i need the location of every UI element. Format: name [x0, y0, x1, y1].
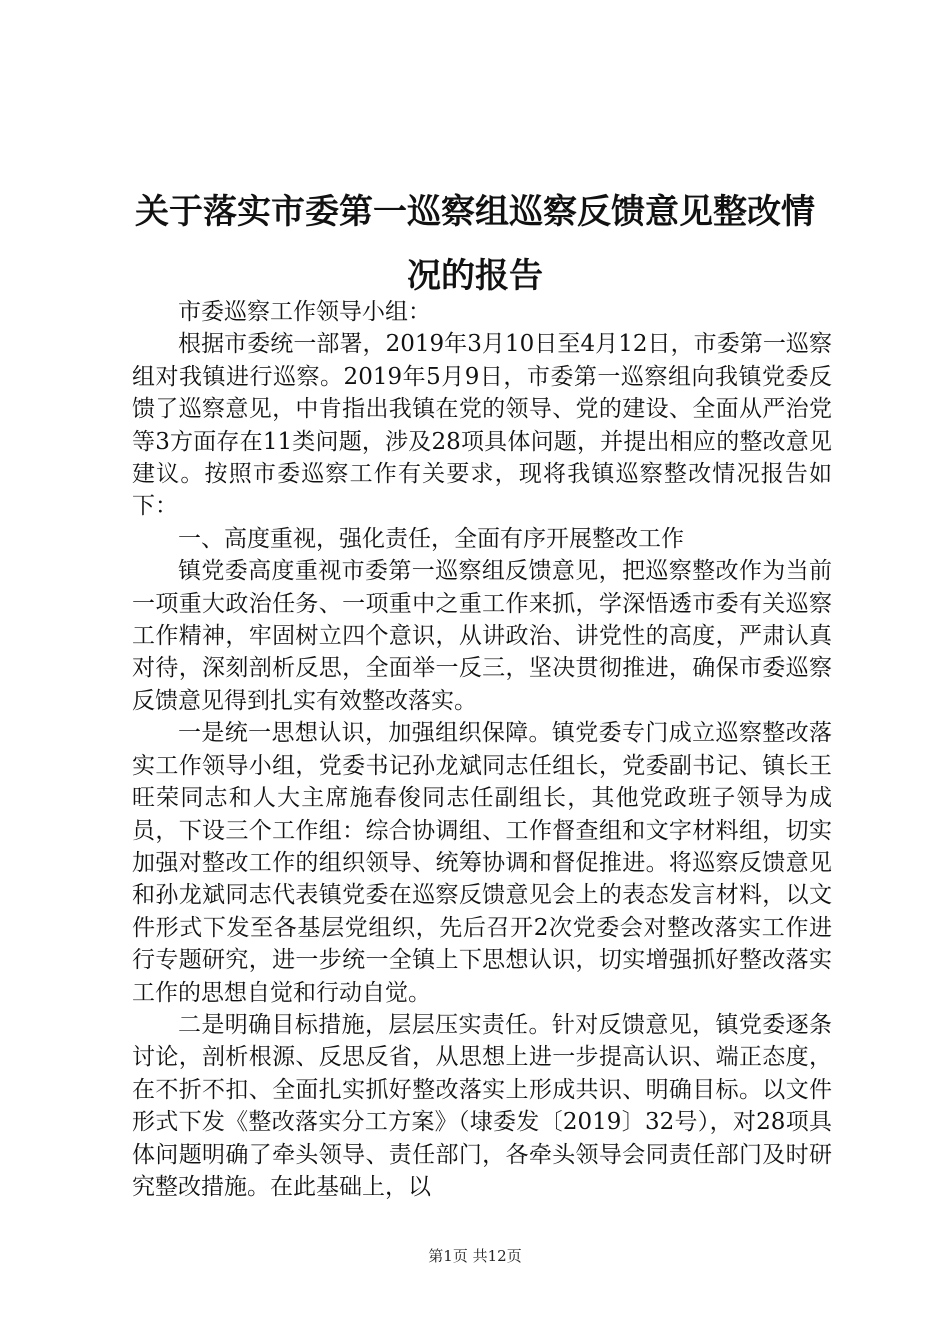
- title-line-1: 关于落实市委第一巡察组巡察反馈意见整改情: [135, 192, 815, 232]
- document-body: [132, 296, 832, 1203]
- paragraph-intro: 根据市委统一部署，2019年3月10日至4月12日，市委第一巡察组对我镇进行巡察。2019年5月9日，市委第一巡察组向我镇党委反馈了巡察意见，中肯指出我镇在党的领导、党的建设、全面从严治党等3方面存在11类问题，涉及28项具体问题，并提出相应的整改意见建议。按照市委巡察工作有关要求，现将我镇巡察整改情况报告如下：: [132, 331, 832, 520]
- section-heading-1: 一、高度重视，强化责任，全面有序开展整改工作: [178, 525, 684, 552]
- paragraph-point-2: 二是明确目标措施，层层压实责任。针对反馈意见，镇党委逐条讨论，剖析根源、反思反省，从思想上进一步提高认识、端正态度，在不折不扣、全面扎实抓好整改落实上形成共识、明确目标。以文件形式下发《整改落实分工方案》（埭委发〔2019〕32号），对28项具体问题明确了牵头领导、责任部门，各牵头领导会同责任部门及时研究整改措施。在此基础上，以: [132, 1011, 832, 1200]
- page-footer: 第1页 共12页: [428, 1247, 522, 1265]
- title-line-2: 况的报告: [407, 256, 543, 296]
- paragraph-overview: 镇党委高度重视市委第一巡察组反馈意见，把巡察整改作为当前一项重大政治任务、一项重中之重工作来抓，学深悟透市委有关巡察工作精神，牢固树立四个意识，从讲政治、讲党性的高度，严肃认真对待，深刻剖析反思，全面举一反三，坚决贯彻推进，确保市委巡察反馈意见得到扎实有效整改落实。: [132, 558, 832, 714]
- document-title: [120, 180, 830, 308]
- salutation: 市委巡察工作领导小组：: [178, 299, 431, 325]
- paragraph-point-1: 一是统一思想认识，加强组织保障。镇党委专门成立巡察整改落实工作领导小组，党委书记孙龙斌同志任组长，党委副书记、镇长王旺荣同志和人大主席施春俊同志任副组长，其他党政班子领导为成员，下设三个工作组：综合协调组、工作督查组和文字材料组，切实加强对整改工作的组织领导、统筹协调和督促推进。将巡察反馈意见和孙龙斌同志代表镇党委在巡察反馈意见会上的表态发言材料，以文件形式下发至各基层党组织，先后召开2次党委会对整改落实工作进行专题研究，进一步统一全镇上下思想认识，切实增强抓好整改落实工作的思想自觉和行动自觉。: [132, 720, 832, 1006]
